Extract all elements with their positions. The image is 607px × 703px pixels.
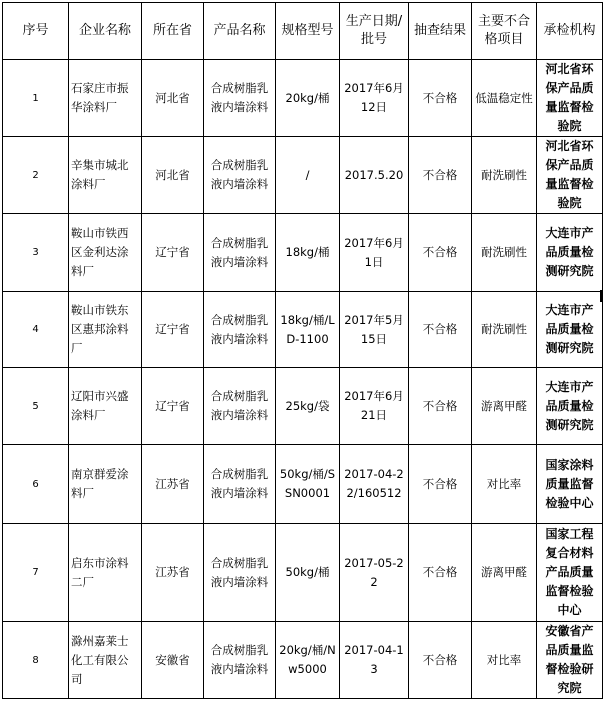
cell-date: 2017-04-22/160512 — [340, 445, 409, 524]
table-row — [3, 524, 603, 622]
cell-result: 不合格 — [409, 445, 472, 524]
header-product: 产品名称 — [204, 3, 276, 60]
cell-company: 启东市涂料二厂 — [69, 524, 142, 622]
cell-province: 江苏省 — [142, 445, 204, 524]
cell-result: 不合格 — [409, 60, 472, 137]
cell-spec: 50kg/桶/SSN0001 — [276, 445, 340, 524]
cell-company: 滁州嘉莱士化工有限公司 — [69, 622, 142, 699]
cell-product: 合成树脂乳液内墙涂料 — [204, 524, 276, 622]
cell-seq: 5 — [3, 368, 69, 445]
cell-date: 2017.5.20 — [340, 137, 409, 214]
cell-org: 国家工程复合材料产品质量监督检验中心 — [537, 524, 603, 622]
cell-province: 河北省 — [142, 137, 204, 214]
cell-spec: 18kg/桶/LD-1100 — [276, 292, 340, 368]
cell-result: 不合格 — [409, 292, 472, 368]
cell-company: 鞍山市铁东区惠邦涂料厂 — [69, 292, 142, 368]
cell-province: 辽宁省 — [142, 214, 204, 292]
cell-item: 耐洗刷性 — [472, 292, 537, 368]
cell-date: 2017年6月21日 — [340, 368, 409, 445]
cell-seq: 8 — [3, 622, 69, 699]
table-row — [3, 214, 603, 292]
cell-result: 不合格 — [409, 622, 472, 699]
header-result: 抽查结果 — [409, 3, 472, 60]
cell-seq: 3 — [3, 214, 69, 292]
table-row — [3, 622, 603, 699]
cell-seq: 2 — [3, 137, 69, 214]
header-org: 承检机构 — [537, 3, 603, 60]
table-row — [3, 292, 603, 368]
cell-item: 游离甲醛 — [472, 524, 537, 622]
cell-product: 合成树脂乳液内墙涂料 — [204, 445, 276, 524]
cell-date: 2017-04-13 — [340, 622, 409, 699]
cell-org: 河北省环保产品质量监督检验院 — [537, 137, 603, 214]
cell-seq: 6 — [3, 445, 69, 524]
cell-org: 大连市产品质量检测研究院 — [537, 368, 603, 445]
cell-spec: / — [276, 137, 340, 214]
cell-result: 不合格 — [409, 368, 472, 445]
cell-org: 河北省环保产品质量监督检验院 — [537, 60, 603, 137]
cell-product: 合成树脂乳液内墙涂料 — [204, 292, 276, 368]
cell-spec: 18kg/桶 — [276, 214, 340, 292]
cell-result: 不合格 — [409, 214, 472, 292]
cell-spec: 50kg/桶 — [276, 524, 340, 622]
cell-province: 河北省 — [142, 60, 204, 137]
cell-org: 国家涂料质量监督检验中心 — [537, 445, 603, 524]
cell-result: 不合格 — [409, 524, 472, 622]
cell-date: 2017年6月1日 — [340, 214, 409, 292]
cell-company: 南京群爱涂料厂 — [69, 445, 142, 524]
header-row — [3, 3, 603, 60]
header-spec: 规格型号 — [276, 3, 340, 60]
cell-result: 不合格 — [409, 137, 472, 214]
cell-seq: 7 — [3, 524, 69, 622]
cell-item: 游离甲醛 — [472, 368, 537, 445]
cell-product: 合成树脂乳液内墙涂料 — [204, 214, 276, 292]
cell-province: 辽宁省 — [142, 292, 204, 368]
cell-org: 大连市产品质量检测研究院 — [537, 214, 603, 292]
cell-seq: 1 — [3, 60, 69, 137]
inspection-table — [2, 2, 603, 699]
cell-product: 合成树脂乳液内墙涂料 — [204, 368, 276, 445]
cell-product: 合成树脂乳液内墙涂料 — [204, 60, 276, 137]
table-row — [3, 445, 603, 524]
header-province: 所在省 — [142, 3, 204, 60]
cell-company: 辽阳市兴盛涂料厂 — [69, 368, 142, 445]
cell-org: 大连市产品质量检测研究院 — [537, 292, 603, 368]
cell-product: 合成树脂乳液内墙涂料 — [204, 622, 276, 699]
cell-org: 安徽省产品质量监督检验研究院 — [537, 622, 603, 699]
cell-item: 对比率 — [472, 622, 537, 699]
cell-spec: 20kg/桶 — [276, 60, 340, 137]
cell-company: 石家庄市振华涂料厂 — [69, 60, 142, 137]
table-row — [3, 60, 603, 137]
cell-company: 鞍山市铁西区金利达涂料厂 — [69, 214, 142, 292]
table-row — [3, 137, 603, 214]
cell-spec: 20kg/桶/Nw5000 — [276, 622, 340, 699]
cell-item: 对比率 — [472, 445, 537, 524]
cell-province: 辽宁省 — [142, 368, 204, 445]
header-date: 生产日期/批号 — [340, 3, 409, 60]
cell-item: 耐洗刷性 — [472, 214, 537, 292]
cell-date: 2017-05-22 — [340, 524, 409, 622]
cell-item: 低温稳定性 — [472, 60, 537, 137]
cell-item: 耐洗刷性 — [472, 137, 537, 214]
header-company: 企业名称 — [69, 3, 142, 60]
cell-date: 2017年5月15日 — [340, 292, 409, 368]
cell-province: 安徽省 — [142, 622, 204, 699]
table-row — [3, 368, 603, 445]
cell-date: 2017年6月12日 — [340, 60, 409, 137]
cell-seq: 4 — [3, 292, 69, 368]
cell-product: 合成树脂乳液内墙涂料 — [204, 137, 276, 214]
edge-marker — [600, 290, 602, 302]
header-item: 主要不合格项目 — [472, 3, 537, 60]
header-seq: 序号 — [3, 3, 69, 60]
cell-province: 江苏省 — [142, 524, 204, 622]
cell-company: 辛集市城北涂料厂 — [69, 137, 142, 214]
cell-spec: 25kg/袋 — [276, 368, 340, 445]
